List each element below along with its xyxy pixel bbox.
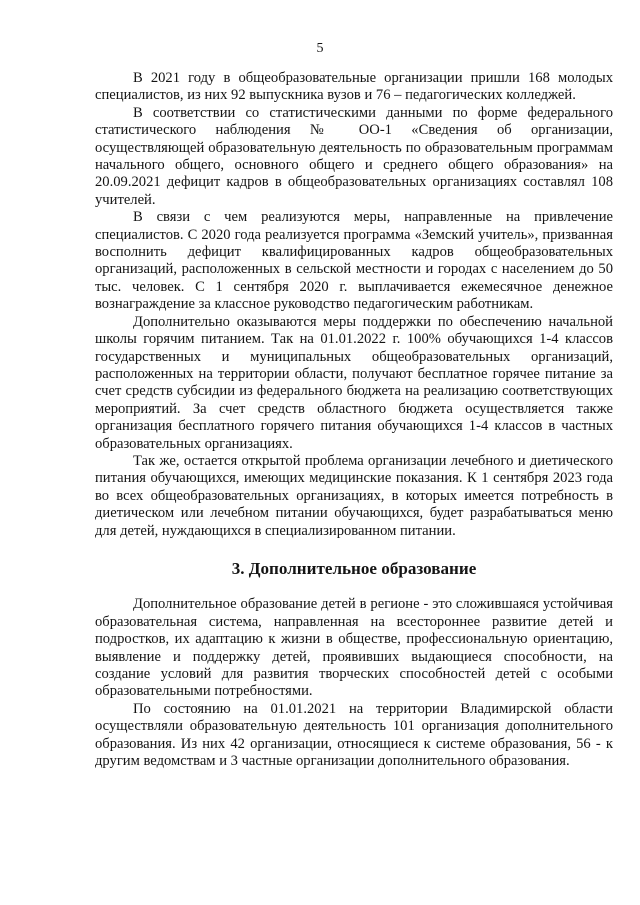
paragraph-additional-education: Дополнительное образование детей в регионе - это сложившаяся устойчивая образовательная система, направленная на всестороннее развитие детей и подростков, их адаптацию к жизни в обществе, профессиональную ориентацию, выявление и поддержку детей, проявивших выдающиеся способности, на создание условий для развития творческих способностей детей с особыми образовательными потребностями. — [95, 596, 613, 700]
paragraph-hot-meals: Дополнительно оказываются меры поддержки по обеспечению начальной школы горячим питанием. Так на 01.01.2022 г. 100% обучающихся 1-4 классов государственных и муниципальных общеобразовательных организаций, расположенных на территории области, получают бесплатное горячее питание за счет средств субсидии из федерального бюджета на реализацию соответствующих мероприятий. За счет средств областного бюджета осуществляется также организация бесплатного горячего питания обучающихся 1-4 классов в частных образовательных организациях. — [95, 313, 613, 452]
paragraph-young-specialists: В 2021 году в общеобразовательные организации пришли 168 молодых специалистов, из них 92 выпускника вузов и 76 – педагогических колледжей. — [95, 70, 613, 104]
section-heading: 3. Дополнительное образование — [231, 558, 477, 578]
page-number: 5 — [316, 41, 324, 56]
paragraph-organizations-count: По состоянию на 01.01.2021 на территории Владимирской области осуществляли образовательную деятельность 101 организация дополнительного образования. Из них 42 организации, относящиеся к системе образования, 56 - к другим ведомствам и 3 частные организации дополнительного образования. — [95, 700, 613, 770]
document-body — [95, 70, 613, 770]
paragraph-zemsky-teacher: В связи с чем реализуются меры, направленные на привлечение специалистов. С 2020 года реализуется программа «Земский учитель», призванная восполнить дефицит квалифицированных кадров общеобразовательных организаций, расположенных в сельской местности и городах с населением до 50 тыс. человек. С 1 сентября 2020 г. выплачивается ежемесячное денежное вознаграждение за классное руководство педагогическим работникам. — [95, 209, 613, 313]
paragraph-teacher-deficit: В соответствии со статистическими данными по форме федерального статистического наблюдения № ОО-1 «Сведения об организации, осуществляющей образовательную деятельность по образовательным программам начального общего, основного общего и среднего общего образования» на 20.09.2021 дефицит кадров в общеобразовательных организациях составлял 108 учителей. — [95, 104, 613, 208]
paragraph-diet-nutrition: Так же, остается открытой проблема организации лечебного и диетического питания обучающихся, имеющих медицинские показания. К 1 сентября 2023 года во всех общеобразовательных организациях, в которых имеется потребность в диетическом или лечебном питании обучающихся, будет разрабатываться меню для детей, нуждающихся в специализированном питании. — [95, 452, 613, 539]
